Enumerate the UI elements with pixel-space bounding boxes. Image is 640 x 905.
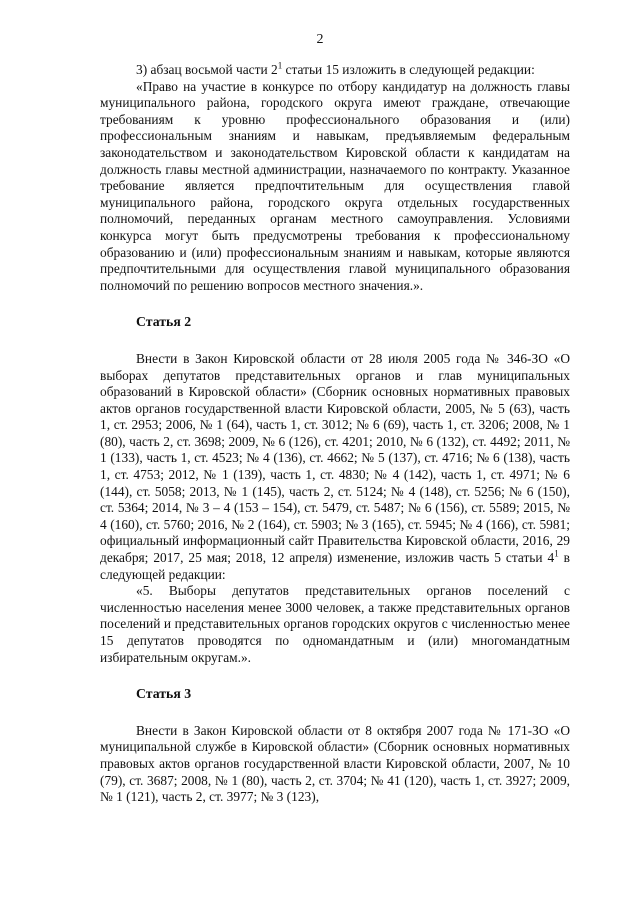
article-2-paragraph-text: Внести в Закон Кировской области от 28 июля 2005 года № 346-ЗО «О выборах депутатов представительных органов и глав муниципальных образований в Кировской области» (Сборник основных нормативных правовых актов органов государственной власти Кировской области, 2005, № 5 (63), часть 1, ст. 2953; 2006, № 1 (64), часть 1, ст. 3012; № 6 (69), часть 1, ст. 3206; 2008, № 1 (80), часть 2, ст. 3698; 2009, № 6 (126), ст. 4201; 2010, № 6 (132), ст. 4492; 2011, № 1 (133), часть 1, ст. 4523; № 4 (136), ст. 4662; № 5 (137), ст. 4716; № 6 (138), часть 1, ст. 4753; 2012, № 1 (139), часть 1, ст. 4830; № 4 (142), часть 1, ст. 4971; № 6 (144), ст. 5058; 2013, № 1 (145), часть 2, ст. 5124; № 4 (148), ст. 5256; № 6 (150), ст. 5364; 2014, № 3 – 4 (153 – 154), ст. 5479, ст. 5487; № 6 (156), ст. 5589; 2015, № 4 (160), ст. 5760; 2016, № 2 (164), ст. 5903; № 3 (165), ст. 5945; № 4 (166), ст. 5981; официальный информационный сайт Правительства Кировской области, 2016, 29 декабря; 2017, 25 мая; 2018, 12 апреля) изменение, изложив часть 5 статьи 4 bbox=[100, 350, 570, 566]
document-body bbox=[100, 62, 570, 806]
amendment-3-intro-text-end: статьи 15 изложить в следующей редакции: bbox=[282, 62, 535, 77]
article-2-quoted-text: «5. Выборы депутатов представительных органов поселений с численностью населения менее 3000 человек, а также представительных органов поселений и представительных органов городских округов с численностью менее 15 депутатов проводятся по одномандатным и (или) многомандатным избирательным округам.». bbox=[100, 583, 570, 665]
amendment-3-intro bbox=[100, 62, 570, 79]
page-number: 2 bbox=[316, 32, 324, 47]
article-2-heading: Статья 2 bbox=[136, 314, 192, 330]
article-2-paragraph-text-end: в следующей редакции: bbox=[100, 550, 570, 582]
article-2-paragraph-superscript: 1 bbox=[554, 548, 559, 559]
article-3-heading: Статья 3 bbox=[136, 686, 192, 702]
article-2-paragraph bbox=[100, 351, 570, 583]
amendment-3-intro-text: 3) абзац восьмой части 2 bbox=[136, 62, 278, 77]
amendment-3-intro-superscript: 1 bbox=[277, 60, 283, 71]
article-3-paragraph: Внести в Закон Кировской области от 8 октября 2007 года № 171-ЗО «О муниципальной службе в Кировской области» (Сборник основных нормативных правовых актов органов государственной власти Кировской области, 2007, № 10 (79), ст. 3687; 2008, № 1 (80), часть 2, ст. 3704; № 41 (120), часть 1, ст. 3927; 2009, № 1 (121), часть 2, ст. 3977; № 3 (123), bbox=[100, 722, 570, 805]
amendment-3-quoted-text: «Право на участие в конкурсе по отбору кандидатур на должность главы муниципального района, городского округа имеют граждане, отвечающие требованиям к уровню профессионального образования и (или) профессиональным знаниям и навыкам, предъявляемым федеральным законодательством и законодательством Кировской области к кандидатам на должность главы местной администрации, назначаемого по контракту. Указанное требование является предпочтительным для осуществления главой муниципального района, городского округа отдельных государственных полномочий, переданных органам местного самоуправления. Условиями конкурса могут быть предусмотрены требования к профессиональному образованию и (или) профессиональным знаниям и навыкам, которые являются предпочтительными для осуществления главой муниципального образования полномочий по решению вопросов местного значения.». bbox=[100, 78, 570, 293]
